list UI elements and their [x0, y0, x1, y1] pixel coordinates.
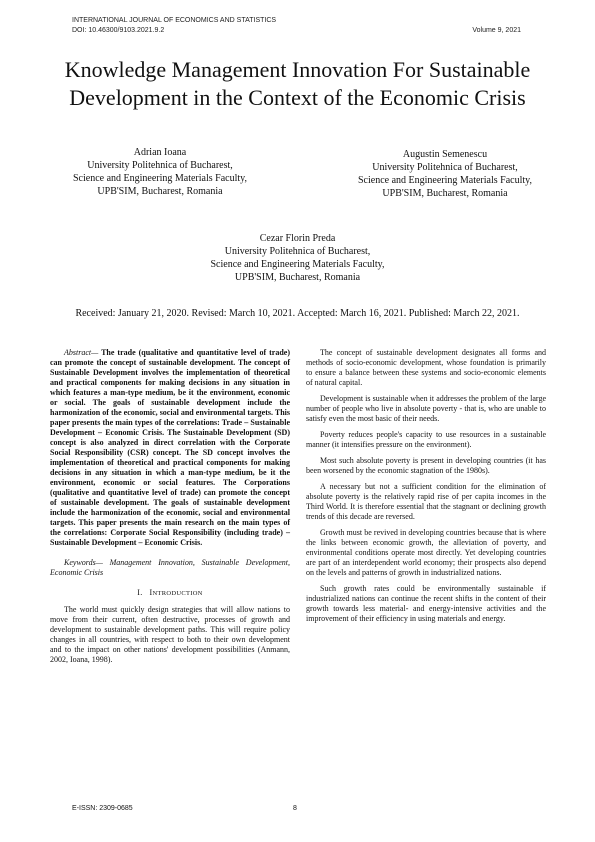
abstract-label: Abstract—	[64, 348, 99, 357]
section-title-rest: NTRODUCTION	[152, 590, 203, 597]
abstract	[50, 348, 290, 548]
body-paragraph-2: Development is sustainable when it addresses the problem of the large number of people who live in absolute poverty - that is, who are unable to satisfy even the most basic of their needs.	[306, 394, 546, 423]
paper-title	[20, 56, 575, 112]
body-paragraph-1: The concept of sustainable development designates all forms and methods of socio-economic development, whose foundation is primarily to ensure a balance between these systems and socio-economic elements of natural capital.	[306, 348, 546, 387]
affiliation-line: Science and Engineering Materials Faculty,	[357, 175, 532, 186]
author-name: Augustin Semenescu	[402, 149, 488, 160]
footer-issn: E-ISSN: 2309-0685	[72, 805, 133, 812]
author-block-1	[40, 146, 280, 198]
author-name: Cezar Florin Preda	[259, 233, 336, 244]
keywords	[50, 558, 290, 578]
affiliation-line: UPB'SIM, Bucharest, Romania	[97, 186, 223, 197]
title-line-2: Development in the Context of the Economic Crisis	[69, 85, 526, 110]
intro-paragraph: The world must quickly design strategies that will allow nations to move from their current, often destructive, processes of growth and development to sustainable development paths. This will require policy changes in all countries, with respect to both to their own development and to the impact on other nations' development possibilities (Anmann, 2002, Ioana, 1998).	[50, 605, 290, 664]
author-name: Adrian Ioana	[133, 147, 187, 158]
left-column	[50, 348, 290, 671]
publication-dates: Received: January 21, 2020. Revised: March 10, 2021. Accepted: March 16, 2021. Published: March 22, 2021.	[75, 308, 520, 319]
right-column	[306, 348, 546, 630]
section-title-initial: I	[149, 588, 153, 597]
journal-name: INTERNATIONAL JOURNAL OF ECONOMICS AND STATISTICS	[72, 17, 277, 24]
abstract-text: The trade (qualitative and quantitative level of trade) can promote the concept of sustainable development. The concept of Sustainable Development involves the implementation of theoretical and practical components for making decisions in any situation in which features a man-type medium, be it the environment, economic or social. The goals of sustainable development include the harmonization of the economic, social and environmental targets. This paper presents the main types of the correlations: Trade – Sustainable Development – Economic Crisis. The Sustainable Development (SD) concept is also analyzed in direct correlation with the Corporate Social Responsibility (CSR) concept. The SD concept involves the implementation of theoretical and practical components for making decisions in any situation in which a man-type medium, be it the environment, economic or social features. The Corporations (qualitative and quantitative level of trade) can promote the concept of sustainable development. The goals of sustainable development include the harmonization of the economic, social and environmental targets. This paper presents the main research on the main types of the correlations: Corporate Social Responsibility (including trade) – Sustainable Development – Economic Crisis.	[50, 348, 290, 547]
affiliation-line: UPB'SIM, Bucharest, Romania	[234, 272, 361, 283]
body-paragraph-6: Growth must be revived in developing countries because that is where the links between economic growth, the alleviation of poverty, and environmental conditions operate most directly. Yet developing countries are part of an interdependent world economy; their prospects also depend on the levels and patterns of growth in industrialized nations.	[306, 528, 546, 577]
affiliation-line: Science and Engineering Materials Faculty,	[210, 259, 385, 270]
section-heading	[50, 588, 290, 599]
body-paragraph-7: Such growth rates could be environmentally sustainable if industrialized nations can continue the recent shifts in the content of their growth towards less material- and energy-intensive activities and the improvement of their efficiency in using materials and energy.	[306, 584, 546, 623]
body-paragraph-5: A necessary but not a sufficient condition for the elimination of absolute poverty is the relatively rapid rise of per capita incomes in the Third World. It is therefore essential that the stagnant or declining growth trends of this decade are reversed.	[306, 482, 546, 521]
doi: DOI: 10.46300/9103.2021.9.2	[72, 27, 165, 34]
body-paragraph-4: Most such absolute poverty is present in developing countries (it has been worsened by the economic stagnation of the 1980s).	[306, 456, 546, 475]
keywords-text: Management Innovation, Sustainable Development, Economic Crisis	[50, 558, 290, 577]
affiliation-line: UPB'SIM, Bucharest, Romania	[382, 188, 508, 199]
affiliation-line: University Politehnica of Bucharest,	[372, 162, 518, 173]
author-block-3	[160, 232, 435, 284]
page-number: 8	[293, 805, 297, 812]
section-number: I.	[137, 588, 143, 597]
affiliation-line: Science and Engineering Materials Faculty,	[72, 173, 247, 184]
affiliation-line: University Politehnica of Bucharest,	[87, 160, 233, 171]
volume-label: Volume 9, 2021	[472, 27, 521, 34]
author-block-2	[325, 148, 565, 200]
body-paragraph-3: Poverty reduces people's capacity to use resources in a sustainable manner (it intensifies pressure on the environment).	[306, 430, 546, 449]
affiliation-line: University Politehnica of Bucharest,	[224, 246, 371, 257]
title-line-1: Knowledge Management Innovation For Sustainable	[64, 57, 531, 82]
keywords-label: Keywords—	[64, 558, 103, 567]
